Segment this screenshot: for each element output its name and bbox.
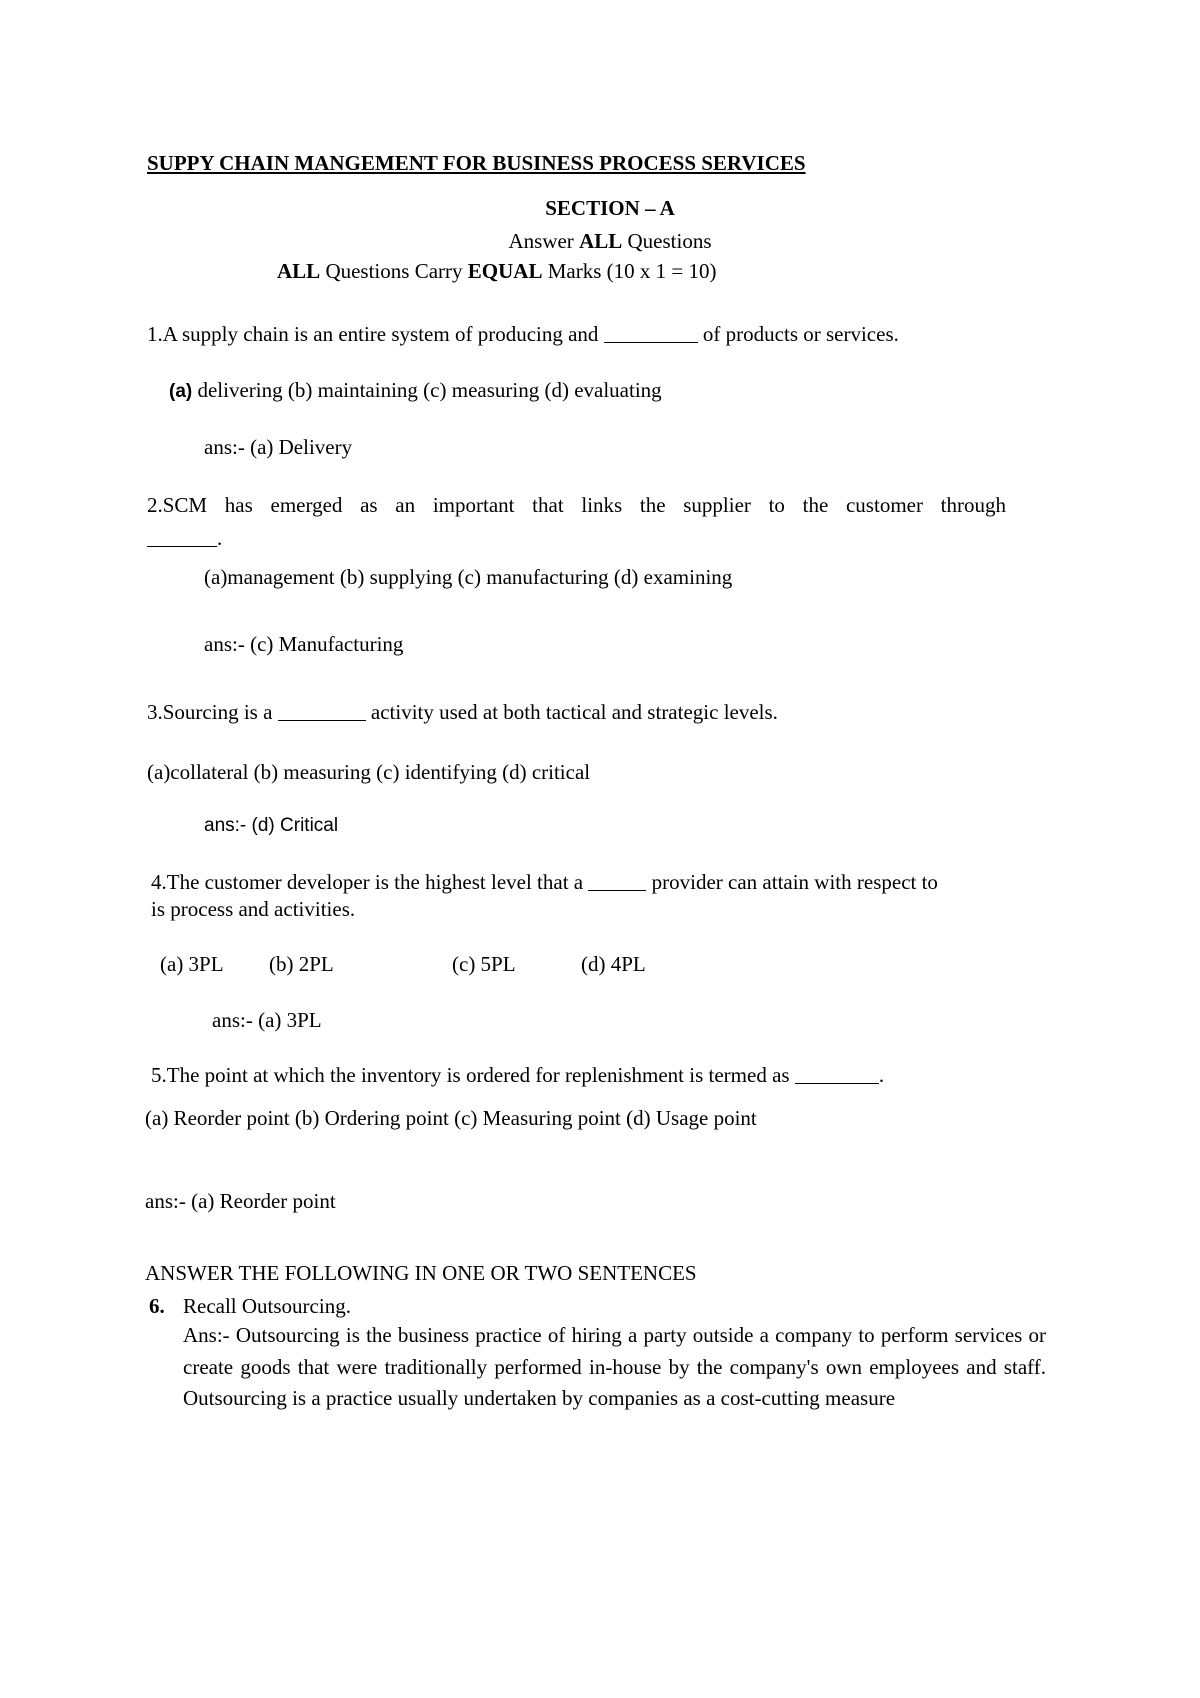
question-4-answer: ans:- (a) 3PL: [212, 1008, 322, 1032]
question-2: 2.SCM has emerged as an important that links the supplier to the customer through: [147, 493, 1006, 517]
question-2-blank-line: .: [147, 525, 222, 551]
question-4-option-a: (a) 3PL: [160, 952, 224, 976]
question-1: 1.A supply chain is an entire system of producing and of products or services.: [147, 322, 899, 346]
section-heading: SECTION – A: [545, 196, 675, 220]
instruction-marks: ALL Questions Carry EQUAL Marks (10 x 1 = 10): [277, 259, 717, 283]
question-4-option-d: (d) 4PL: [581, 952, 646, 976]
answer-blank: [147, 525, 217, 547]
answer-blank: [588, 869, 646, 891]
question-3: 3.Sourcing is a activity used at both tactical and strategic levels.: [147, 700, 778, 724]
instruction-answer-all: Answer ALL Questions: [508, 229, 712, 253]
question-5: 5.The point at which the inventory is ordered for replenishment is termed as .: [151, 1063, 885, 1087]
question-1-options: (a) delivering (b) maintaining (c) measuring (d) evaluating: [169, 378, 662, 402]
question-3-options: (a)collateral (b) measuring (c) identifying (d) critical: [147, 760, 591, 784]
answer-blank: [795, 1062, 879, 1084]
question-2-answer: ans:- (c) Manufacturing: [204, 632, 404, 656]
question-4-line-2: is process and activities.: [151, 897, 356, 921]
question-6-answer: Ans:- Outsourcing is the business practice of hiring a party outside a company to perform services or create goods that were traditionally performed in-house by the company's own employees and staff. Outsourcing is a practice usually undertaken by companies as a cost-cutting measure: [183, 1323, 1046, 1410]
question-2-options: (a)management (b) supplying (c) manufacturing (d) examining: [204, 565, 733, 589]
part-2-heading: ANSWER THE FOLLOWING IN ONE OR TWO SENTENCES: [145, 1261, 697, 1285]
question-6-number: 6.: [149, 1294, 165, 1318]
document-title: SUPPY CHAIN MANGEMENT FOR BUSINESS PROCESS SERVICES: [147, 151, 806, 175]
question-1-answer: ans:- (a) Delivery: [204, 435, 353, 459]
question-5-options: (a) Reorder point (b) Ordering point (c) Measuring point (d) Usage point: [145, 1106, 757, 1130]
answer-blank: [604, 321, 698, 343]
question-4: 4.The customer developer is the highest level that a provider can attain with respect to: [151, 870, 938, 894]
question-6: Recall Outsourcing.: [183, 1294, 351, 1318]
question-5-answer: ans:- (a) Reorder point: [145, 1189, 336, 1213]
question-3-answer: ans:- (d) Critical: [204, 815, 339, 836]
question-4-option-c: (c) 5PL: [452, 952, 516, 976]
answer-blank: [278, 699, 366, 721]
question-4-option-b: (b) 2PL: [269, 952, 334, 976]
